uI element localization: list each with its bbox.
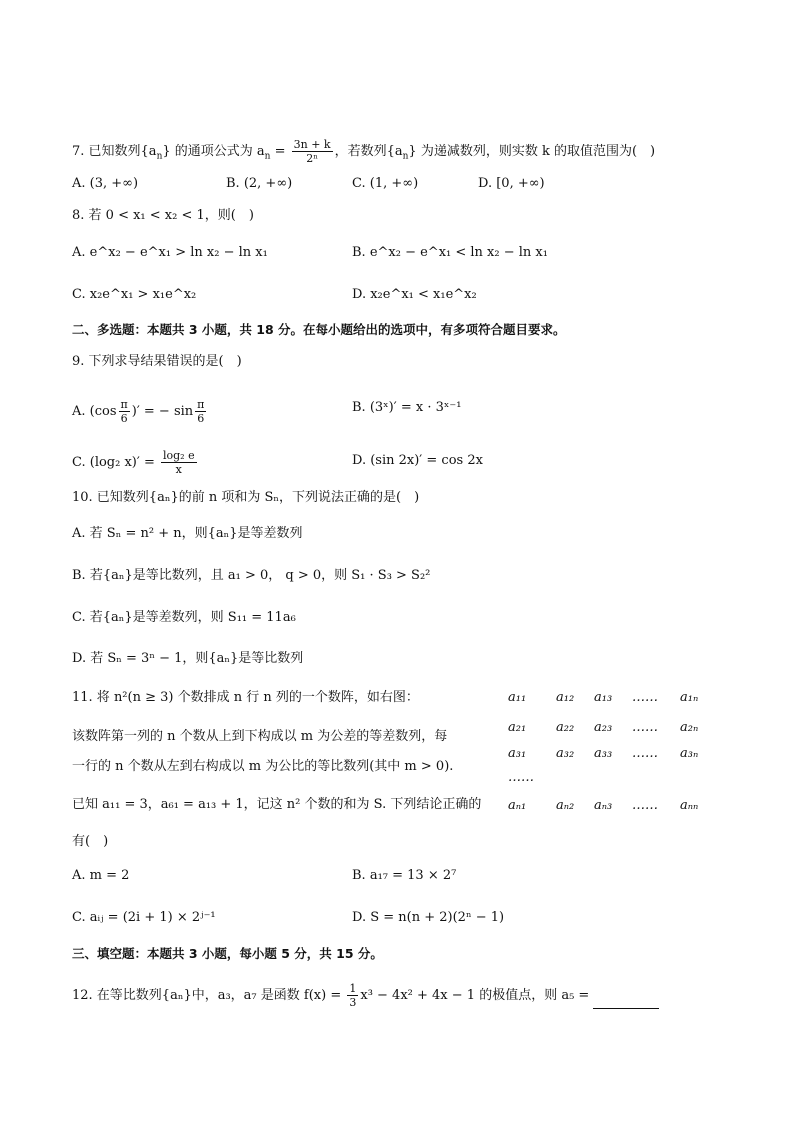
matrix-cell: …… bbox=[632, 720, 658, 735]
matrix-cell: …… bbox=[632, 746, 658, 761]
q9-option-c-pre: C. (log₂ x)′ = bbox=[72, 455, 159, 470]
q12-frac-num: 1 bbox=[349, 982, 357, 995]
q11-line-1: 11. 将 n²(n ≥ 3) 个数排成 n 行 n 列的一个数阵，如右图： bbox=[72, 690, 419, 705]
matrix-cell: a₂₂ bbox=[556, 720, 575, 735]
q11-line-2: 该数阵第一列的 n 个数从上到下构成以 m 为公差的等差数列，每 bbox=[72, 729, 448, 744]
q7-option-b: B. (2, +∞) bbox=[226, 176, 293, 191]
q11-line-4: 已知 a₁₁ = 3，a₆₁ = a₁₃ + 1，记这 n² 个数的和为 S. 下列结论正确的 bbox=[72, 797, 482, 812]
q9-a-frac2-num: π bbox=[197, 398, 205, 411]
section-2-heading: 二、多选题：本题共 3 小题，共 18 分。在每小题给出的选项中，有多项符合题目要求。 bbox=[72, 322, 566, 337]
q8-stem: 8. 若 0 < x₁ < x₂ < 1，则( ) bbox=[72, 208, 254, 223]
q9-option-b: B. (3ˣ)′ = x · 3ˣ⁻¹ bbox=[352, 400, 462, 415]
q8-option-b: B. e^x₂ − e^x₁ < ln x₂ − ln x₁ bbox=[352, 245, 548, 260]
q7-stem-part3: ，若数列{a bbox=[334, 144, 403, 159]
q12-answer-blank[interactable] bbox=[593, 994, 659, 1009]
section-3-heading: 三、填空题：本题共 3 小题，每小题 5 分，共 15 分。 bbox=[72, 946, 383, 961]
q10-stem: 10. 已知数列{aₙ}的前 n 项和为 Sₙ，下列说法正确的是( ) bbox=[72, 490, 420, 505]
q9-a-fraction-2 bbox=[195, 398, 206, 425]
q12-post: x³ − 4x² + 4x − 1 的极值点，则 a₅ = bbox=[360, 988, 594, 1003]
q12-stem bbox=[72, 982, 659, 1009]
matrix-cell: aₙₙ bbox=[680, 798, 699, 813]
q9-a-fraction-1 bbox=[119, 398, 130, 425]
q7-fraction bbox=[292, 138, 333, 165]
q7-frac-denominator: 2ⁿ bbox=[306, 152, 318, 165]
q9-c-frac-den: x bbox=[175, 463, 182, 476]
q9-option-a bbox=[72, 398, 208, 425]
matrix-cell: a₁ₙ bbox=[680, 690, 699, 705]
matrix-cell: …… bbox=[508, 770, 534, 785]
q11-option-c: C. aᵢⱼ = (2i + 1) × 2ʲ⁻¹ bbox=[72, 910, 216, 925]
q8-option-d: D. x₂e^x₁ < x₁e^x₂ bbox=[352, 287, 477, 302]
q9-c-fraction bbox=[161, 449, 197, 476]
q7-stem-part1: 7. 已知数列{a bbox=[72, 144, 157, 159]
q9-option-d: D. (sin 2x)′ = cos 2x bbox=[352, 453, 483, 468]
q7-equals: = bbox=[270, 144, 290, 159]
matrix-cell: aₙ₂ bbox=[556, 798, 575, 813]
q7-stem-part4: } 为递减数列，则实数 k 的取值范围为( ) bbox=[408, 144, 656, 159]
matrix-cell: a₁₂ bbox=[556, 690, 575, 705]
matrix-cell: a₃ₙ bbox=[680, 746, 699, 761]
matrix-cell: a₂ₙ bbox=[680, 720, 699, 735]
q7-option-d: D. [0, +∞) bbox=[478, 176, 545, 191]
q10-option-b: B. 若{aₙ}是等比数列，且 a₁ > 0， q > 0，则 S₁ · S₃ > S₂² bbox=[72, 568, 431, 583]
matrix-cell: a₂₃ bbox=[594, 720, 613, 735]
matrix-cell: a₁₃ bbox=[594, 690, 613, 705]
q7-option-a: A. (3, +∞) bbox=[72, 176, 139, 191]
q11-option-d: D. S = n(n + 2)(2ⁿ − 1) bbox=[352, 910, 505, 925]
q7-frac-numerator: 3n + k bbox=[293, 138, 331, 151]
q12-pre: 12. 在等比数列{aₙ}中，a₃，a₇ 是函数 f(x) = bbox=[72, 988, 346, 1003]
matrix-cell: a₃₁ bbox=[508, 746, 527, 761]
q10-option-d: D. 若 Sₙ = 3ⁿ − 1，则{aₙ}是等比数列 bbox=[72, 651, 304, 666]
q11-option-a: A. m = 2 bbox=[72, 868, 130, 883]
matrix-cell: a₂₁ bbox=[508, 720, 527, 735]
q9-option-a-mid: )′ = − sin bbox=[131, 404, 194, 419]
q8-option-a: A. e^x₂ − e^x₁ > ln x₂ − ln x₁ bbox=[72, 245, 268, 260]
q9-option-c bbox=[72, 449, 199, 476]
q10-option-c: C. 若{aₙ}是等差数列，则 S₁₁ = 11a₆ bbox=[72, 610, 296, 625]
q11-line-5: 有( ) bbox=[72, 834, 109, 849]
q12-fraction bbox=[347, 982, 358, 1009]
q9-a-frac1-den: 6 bbox=[120, 412, 128, 425]
q9-a-frac1-num: π bbox=[120, 398, 128, 411]
q7-stem: 7. 已知数列$\{a_n\}$ 的通项公式为 $a_n$ = $\frac{3n + k}{\text{2ⁿ}}$ ，若数列$\{a_n\}$ 为递减数列，则实数 k 的取值范围为( ) bbox=[72, 138, 656, 165]
q7-stem-part2: } 的通项公式为 a bbox=[162, 144, 265, 159]
q11-line-3: 一行的 n 个数从左到右构成以 m 为公比的等比数列(其中 m > 0). bbox=[72, 759, 454, 774]
q12-frac-den: 3 bbox=[349, 996, 357, 1009]
matrix-cell: …… bbox=[632, 690, 658, 705]
q11-option-b: B. a₁₇ = 13 × 2⁷ bbox=[352, 868, 457, 883]
matrix-cell: …… bbox=[632, 798, 658, 813]
q7-option-c: C. (1, +∞) bbox=[352, 176, 419, 191]
q9-c-frac-num: log₂ e bbox=[162, 449, 195, 462]
matrix-cell: aₙ₃ bbox=[594, 798, 613, 813]
q9-a-frac2-den: 6 bbox=[197, 412, 205, 425]
matrix-cell: aₙ₁ bbox=[508, 798, 527, 813]
q9-option-a-pre: A. (cos bbox=[72, 404, 117, 419]
matrix-cell: a₁₁ bbox=[508, 690, 527, 705]
matrix-cell: a₃₃ bbox=[594, 746, 613, 761]
q10-option-a: A. 若 Sₙ = n² + n，则{aₙ}是等差数列 bbox=[72, 526, 303, 541]
matrix-cell: a₃₂ bbox=[556, 746, 575, 761]
q8-option-c: C. x₂e^x₁ > x₁e^x₂ bbox=[72, 287, 197, 302]
q9-stem: 9. 下列求导结果错误的是( ) bbox=[72, 354, 242, 369]
